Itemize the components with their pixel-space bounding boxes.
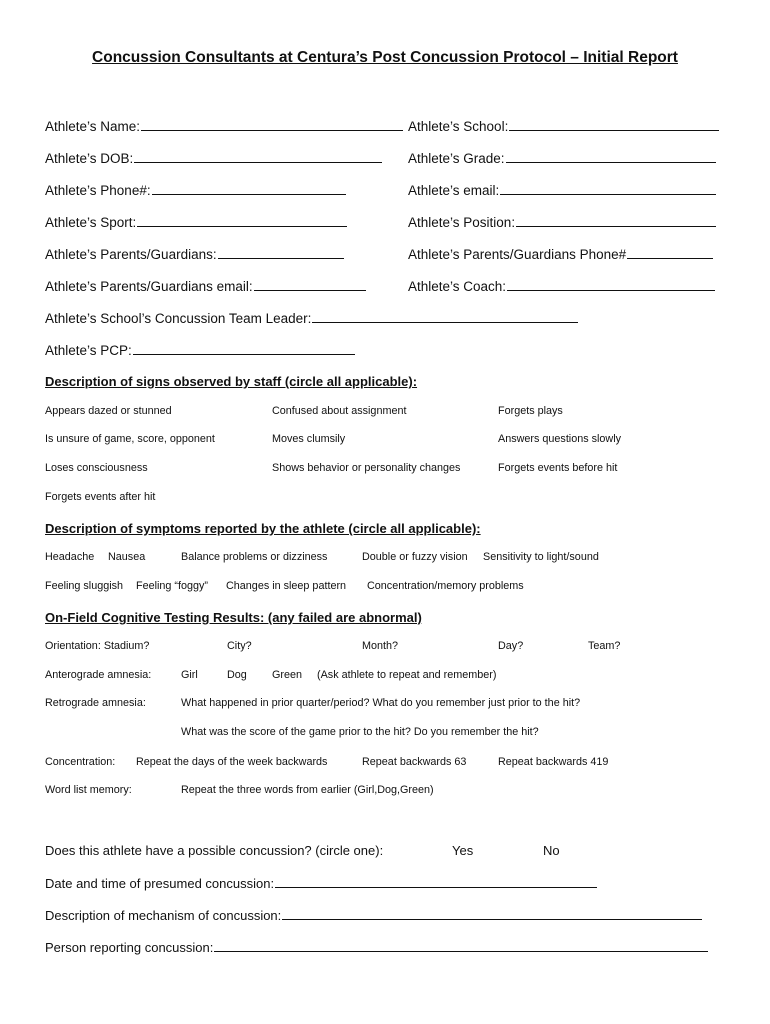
field-dob[interactable]	[45, 150, 382, 166]
field-date-label: Date and time of presumed concussion:	[45, 876, 275, 891]
field-parents-email[interactable]	[45, 278, 366, 294]
field-school-label: Athlete’s School:	[408, 119, 509, 134]
symptom-option[interactable]: Sensitivity to light/sound	[483, 551, 599, 563]
anterograde-word[interactable]: Girl	[181, 669, 198, 681]
symptoms-heading: Description of symptoms reported by the athlete (circle all applicable):	[45, 521, 481, 536]
field-coach-label: Athlete’s Coach:	[408, 279, 507, 294]
field-parents-phone[interactable]	[408, 246, 713, 262]
field-pcp-blank[interactable]	[133, 342, 355, 355]
anterograde-label: Anterograde amnesia:	[45, 669, 152, 681]
symptom-option[interactable]: Balance problems or dizziness	[181, 551, 328, 563]
sign-option[interactable]: Is unsure of game, score, opponent	[45, 433, 215, 445]
field-mechanism-label: Description of mechanism of concussion:	[45, 908, 282, 923]
field-parents-blank[interactable]	[218, 246, 344, 259]
concentration-task[interactable]: Repeat the days of the week backwards	[136, 756, 328, 768]
field-person-blank[interactable]	[214, 939, 708, 952]
symptom-option[interactable]: Headache	[45, 551, 95, 563]
field-mechanism-blank[interactable]	[282, 907, 702, 920]
symptom-option[interactable]: Changes in sleep pattern	[226, 580, 347, 592]
field-name-label: Athlete’s Name:	[45, 119, 141, 134]
sign-option[interactable]: Loses consciousness	[45, 462, 148, 474]
sign-option[interactable]: Forgets events before hit	[498, 462, 618, 474]
sign-option[interactable]: Forgets events after hit	[45, 491, 156, 503]
field-person[interactable]	[45, 939, 708, 955]
field-phone-label: Athlete’s Phone#:	[45, 183, 151, 198]
field-dob-blank[interactable]	[134, 150, 382, 163]
field-phone[interactable]	[45, 182, 346, 198]
field-position-blank[interactable]	[516, 214, 716, 227]
retrograde-question[interactable]: What happened in prior quarter/period? What do you remember just prior to the hit?	[181, 697, 581, 709]
field-school-blank[interactable]	[509, 118, 719, 131]
orientation-option[interactable]: City?	[227, 640, 252, 652]
retrograde-label: Retrograde amnesia:	[45, 697, 146, 709]
page-title: Concussion Consultants at Centura’s Post Concussion Protocol – Initial Report	[92, 49, 678, 66]
field-position[interactable]	[408, 214, 716, 230]
answer-yes[interactable]: Yes	[452, 843, 474, 858]
signs-heading: Description of signs observed by staff (circle all applicable):	[45, 374, 418, 389]
sign-option[interactable]: Confused about assignment	[272, 405, 407, 417]
field-pcp[interactable]	[45, 342, 355, 358]
symptom-option[interactable]: Feeling sluggish	[45, 580, 124, 592]
field-coach[interactable]	[408, 278, 715, 294]
field-team-leader-blank[interactable]	[312, 310, 578, 323]
field-email[interactable]	[408, 182, 716, 198]
field-name-blank[interactable]	[141, 118, 403, 131]
field-team-leader-label: Athlete’s School’s Concussion Team Leader:	[45, 311, 312, 326]
word-list-task[interactable]: Repeat the three words from earlier (Girl,Dog,Green)	[181, 784, 434, 796]
field-email-label: Athlete’s email:	[408, 183, 500, 198]
concentration-task[interactable]: Repeat backwards 419	[498, 756, 609, 768]
field-parents-email-label: Athlete’s Parents/Guardians email:	[45, 279, 253, 294]
orientation-option[interactable]: Day?	[498, 640, 524, 652]
cognitive-heading: On-Field Cognitive Testing Results: (any failed are abnormal)	[45, 610, 422, 625]
anterograde-word[interactable]: Dog	[227, 669, 247, 681]
field-team-leader[interactable]	[45, 310, 578, 326]
field-parents-email-blank[interactable]	[254, 278, 366, 291]
field-email-blank[interactable]	[500, 182, 716, 195]
anterograde-note: (Ask athlete to repeat and remember)	[317, 669, 497, 681]
concussion-question: Does this athlete have a possible concussion? (circle one):	[45, 843, 384, 858]
field-person-label: Person reporting concussion:	[45, 940, 214, 955]
sign-option[interactable]: Moves clumsily	[272, 433, 346, 445]
orientation-option[interactable]: Team?	[588, 640, 621, 652]
field-sport-blank[interactable]	[137, 214, 347, 227]
field-name[interactable]	[45, 118, 403, 134]
field-position-label: Athlete’s Position:	[408, 215, 516, 230]
field-dob-label: Athlete’s DOB:	[45, 151, 134, 166]
symptom-option[interactable]: Nausea	[108, 551, 146, 563]
orientation-option[interactable]: Month?	[362, 640, 399, 652]
anterograde-word[interactable]: Green	[272, 669, 303, 681]
symptom-option[interactable]: Concentration/memory problems	[367, 580, 524, 592]
field-mechanism[interactable]	[45, 907, 702, 923]
symptom-option[interactable]: Feeling “foggy”	[136, 580, 209, 592]
field-grade-label: Athlete’s Grade:	[408, 151, 505, 166]
field-pcp-label: Athlete’s PCP:	[45, 343, 132, 358]
field-date[interactable]	[45, 875, 597, 891]
sign-option[interactable]: Answers questions slowly	[498, 433, 622, 445]
orientation-label: Orientation: Stadium?	[45, 640, 150, 652]
field-school[interactable]	[408, 118, 719, 134]
field-sport[interactable]	[45, 214, 347, 230]
field-parents-phone-blank[interactable]	[627, 246, 713, 259]
field-parents-phone-label: Athlete’s Parents/Guardians Phone#	[408, 247, 627, 262]
concentration-label: Concentration:	[45, 756, 116, 768]
retrograde-question[interactable]: What was the score of the game prior to the hit? Do you remember the hit?	[181, 726, 539, 738]
answer-no[interactable]: No	[543, 843, 560, 858]
symptom-option[interactable]: Double or fuzzy vision	[362, 551, 468, 563]
field-sport-label: Athlete’s Sport:	[45, 215, 137, 230]
field-parents-label: Athlete’s Parents/Guardians:	[45, 247, 217, 262]
field-phone-blank[interactable]	[152, 182, 346, 195]
field-coach-blank[interactable]	[507, 278, 715, 291]
concentration-task[interactable]: Repeat backwards 63	[362, 756, 467, 768]
sign-option[interactable]: Appears dazed or stunned	[45, 405, 172, 417]
field-date-blank[interactable]	[275, 875, 597, 888]
field-grade[interactable]	[408, 150, 716, 166]
sign-option[interactable]: Shows behavior or personality changes	[272, 462, 461, 474]
field-grade-blank[interactable]	[506, 150, 716, 163]
word-list-label: Word list memory:	[45, 784, 132, 796]
field-parents[interactable]	[45, 246, 344, 262]
sign-option[interactable]: Forgets plays	[498, 405, 563, 417]
